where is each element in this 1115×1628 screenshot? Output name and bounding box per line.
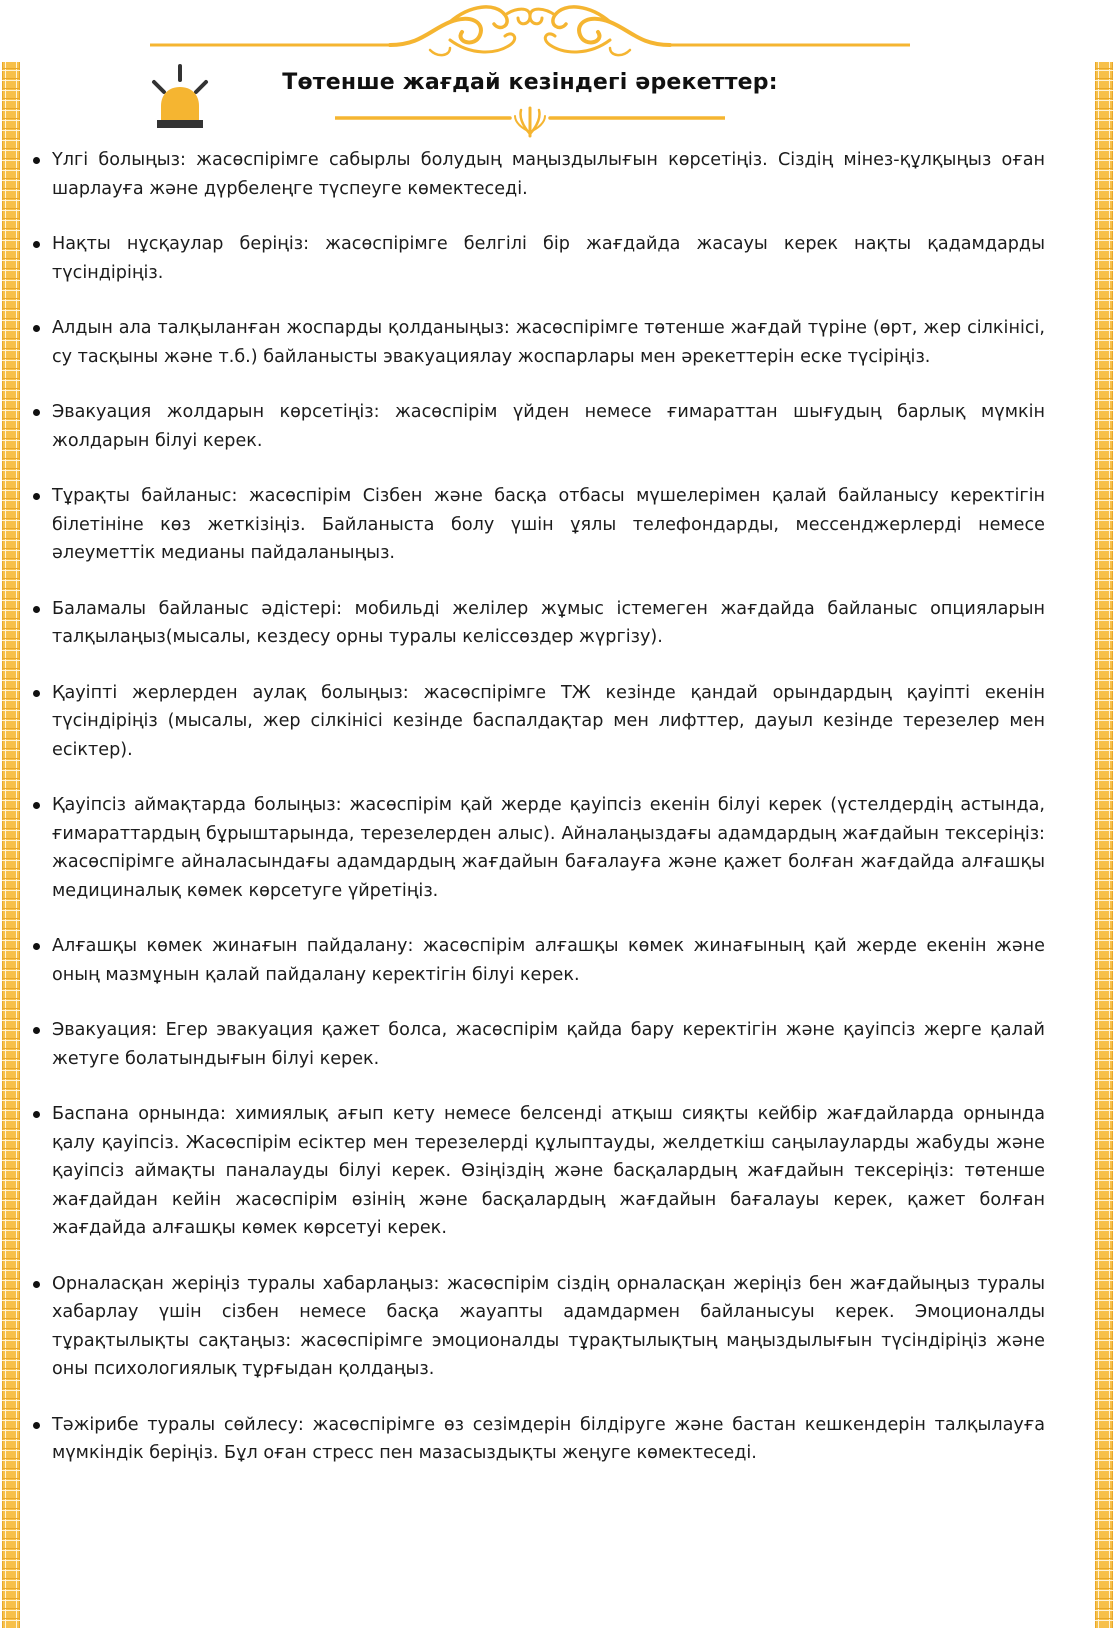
bullet-icon bbox=[33, 606, 40, 613]
bullet-icon bbox=[33, 409, 40, 416]
list-item-text: Нақты нұсқаулар беріңіз: жасөспірімге белгілі бір жағдайда жасауы керек нақты қадамдарды түсіндіріңіз. bbox=[52, 234, 1045, 283]
list-item bbox=[30, 679, 1045, 765]
instructions-list bbox=[30, 146, 1045, 1468]
bullet-icon bbox=[33, 1422, 40, 1429]
bullet-icon bbox=[33, 493, 40, 500]
bullet-icon bbox=[33, 802, 40, 809]
list-item-text: Қауіпті жерлерден аулақ болыңыз: жасөспірімге ТЖ кезінде қандай орындардың қауіпті екенін түсіндіріңіз (мысалы, жер сілкінісі кезінде баспалдақтар мен лифттер, дауыл кезінде терезелер мен есіктер). bbox=[52, 682, 1045, 760]
list-item bbox=[30, 1411, 1045, 1468]
list-item bbox=[30, 791, 1045, 905]
decorative-border-left bbox=[2, 62, 20, 1628]
list-item-text: Эвакуация жолдарын көрсетіңіз: жасөспірім үйден немесе ғимараттан шығудың барлық мүмкін жолдарын білуі керек. bbox=[52, 402, 1045, 451]
list-item-text: Алғашқы көмек жинағын пайдалану: жасөспірім алғашқы көмек жинағының қай жерде екенін және оның мазмұнын қалай пайдалану керектігін білуі керек. bbox=[52, 936, 1045, 985]
list-item-text: Баламалы байланыс әдістері: мобильді желілер жұмыс істемеген жағдайда байланыс опцияларын талқылаңыз(мысалы, кездесу орны туралы келіссөздер жүргізу). bbox=[52, 598, 1045, 647]
list-item-text: Тәжірибе туралы сөйлесу: жасөспірімге өз сезімдерін білдіруге және бастан кешкендерін талқылауға мүмкіндік беріңіз. Бұл оған стресс пен мазасыздықты жеңуге көмектеседі. bbox=[52, 1414, 1045, 1463]
list-item bbox=[30, 932, 1045, 989]
list-item-text: Баспана орнында: химиялық ағып кету немесе белсенді атқыш сияқты кейбір жағдайларда орнында қалу қауіпсіз. Жасөспірім есіктер мен терезелерді құлыптауды, желдеткіш саңылауларды жабуды және қауіпсіз аймақты паналауды білуі керек. Өзіңіздің және басқалардың жағдайын тексеріңіз: төтенше жағдайдан кейін жасөспірім өзінің және басқалардың жағдайын бағалауы керек, қажет болған жағдайда алғашқы көмек көрсетуі керек. bbox=[52, 1104, 1045, 1238]
list-item bbox=[30, 146, 1045, 203]
decorative-border-right bbox=[1095, 62, 1113, 1628]
page-title: Төтенше жағдай кезіндегі әрекеттер: bbox=[282, 70, 778, 95]
siren-alarm-icon bbox=[148, 60, 212, 132]
list-item bbox=[30, 398, 1045, 455]
list-item bbox=[30, 1016, 1045, 1073]
bullet-icon bbox=[33, 1111, 40, 1118]
list-item bbox=[30, 230, 1045, 287]
list-item-text: Тұрақты байланыс: жасөспірім Сізбен және басқа отбасы мүшелерімен қалай байланысу керектігін білетініне көз жеткізіңіз. Байланыста болу үшін ұялы телефондарды, мессенджерлерді немесе әлеуметтік медианы пайдаланыңыз. bbox=[52, 486, 1045, 563]
bullet-icon bbox=[33, 690, 40, 697]
list-item bbox=[30, 1100, 1045, 1243]
bullet-icon bbox=[33, 943, 40, 950]
bullet-icon bbox=[33, 1027, 40, 1034]
title-divider-ornament bbox=[335, 106, 725, 140]
list-item-text: Қауіпсіз аймақтарда болыңыз: жасөспірім қай жерде қауіпсіз екенін білуі керек (үстелдердің астында, ғимараттардың бұрыштарында, терезелерден алыс). Айналаңыздағы адамдардың жағдайын тексеріңіз: жасөспірімге айналасындағы адамдардың жағдайын бағалауға және қажет болған жағдайда алғашқы медициналық көмек көрсетуге үйретіңіз. bbox=[52, 795, 1045, 901]
list-item-text: Үлгі болыңыз: жасөспірімге сабырлы болудың маңыздылығын көрсетіңіз. Сіздің мінез-құлқыңыз оған шарлауға және дүрбелеңге түспеуге көмектеседі. bbox=[52, 150, 1045, 199]
list-item bbox=[30, 314, 1045, 371]
instructions-list-container bbox=[30, 146, 1045, 1495]
bullet-icon bbox=[33, 325, 40, 332]
list-item-text: Эвакуация: Егер эвакуация қажет болса, жасөспірім қайда бару керектігін және қауіпсіз жерге қалай жетуге болатындығын білуі керек. bbox=[52, 1020, 1045, 1069]
bullet-icon bbox=[33, 1281, 40, 1288]
list-item bbox=[30, 1270, 1045, 1384]
bullet-icon bbox=[33, 241, 40, 248]
list-item bbox=[30, 482, 1045, 568]
list-item-text: Алдын ала талқыланған жоспарды қолданыңыз: жасөспірімге төтенше жағдай түріне (өрт, жер сілкінісі, су тасқыны және т.б.) байланысты эвакуациялау жоспарлары мен әрекеттерін еске түсіріңіз. bbox=[52, 318, 1045, 367]
top-flourish-ornament bbox=[150, 0, 910, 60]
list-item-text: Орналасқан жеріңіз туралы хабарлаңыз: жасөспірім сіздің орналасқан жеріңіз бен жағдайыңыз туралы хабарлау үшін сізбен немесе басқа жауапты адамдармен байланысуы керек. Эмоционалды тұрақтылықты сақтаңыз: жасөспірімге эмоционалды тұрақтылықтың маңыздылығын түсіндіріңіз және оны психологиялық тұрғыдан қолдаңыз. bbox=[52, 1273, 1045, 1379]
list-item bbox=[30, 595, 1045, 652]
bullet-icon bbox=[33, 157, 40, 164]
